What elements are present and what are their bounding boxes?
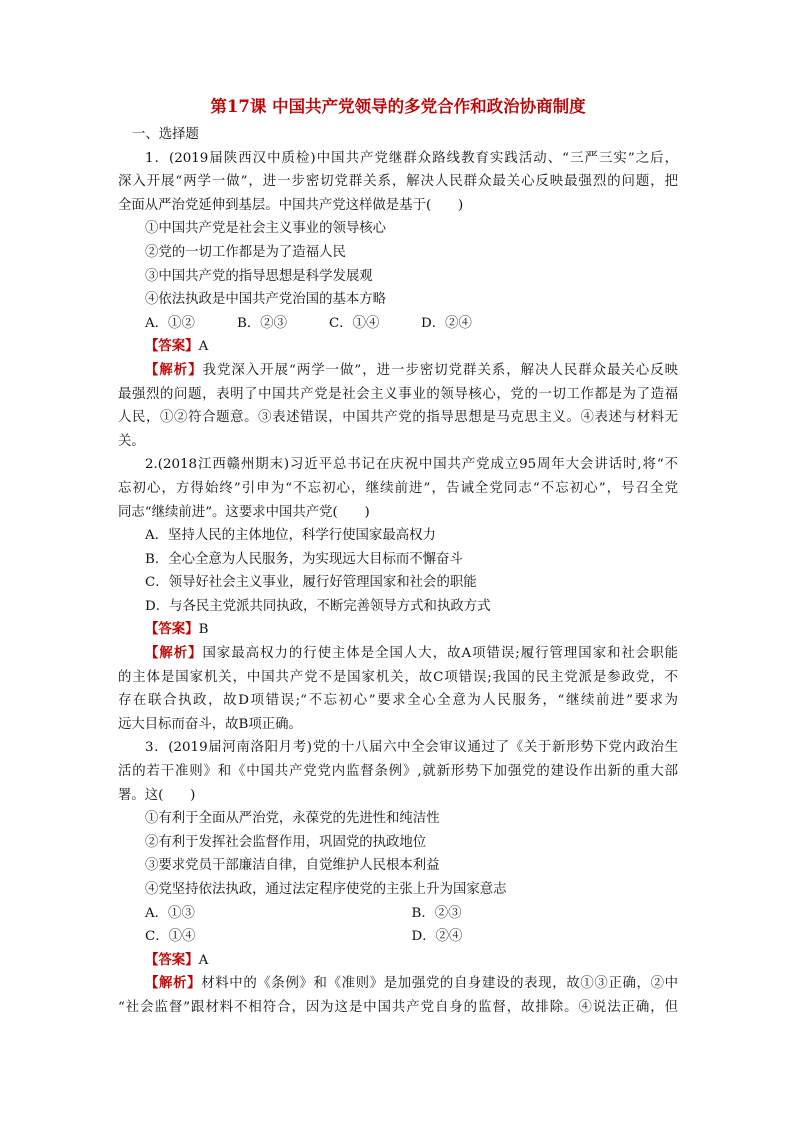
q3-stem-line: 3．(2019届河南洛阳月考)党的十八届六中全会审议通过了《关于新形势下党内政治生: [145, 740, 678, 756]
q1-answer-value: A: [198, 339, 209, 355]
q2-option-d: D．与各民主党派共同执政，不断完善领导方式和执政方式: [145, 598, 491, 614]
question-1: [118, 147, 678, 454]
q3-answer-value: A: [198, 952, 209, 968]
q1-item: ④依法执政是中国共产党治国的基本方略: [145, 292, 387, 308]
q1-stem-line: 全面从严治党延伸到基层。中国共产党这样做是基于( ): [118, 197, 464, 213]
q2-analysis-line: 的主体是国家机关，中国共产党不是国家机关，故C项错误;我国的民主党派是参政党，不: [118, 669, 678, 685]
analysis-label: 【解析】: [145, 361, 203, 378]
q2-analysis-line: [118, 642, 678, 666]
q2-answer-value: B: [198, 622, 209, 638]
q1-option-d: D．②④: [421, 315, 472, 331]
q3-option-d: D．②④: [411, 929, 463, 945]
q2-option-b: B．全心全意为人民服务，为实现远大目标而不懈奋斗: [145, 551, 463, 567]
analysis-label: 【解析】: [145, 645, 203, 662]
q3-item: ④党坚持依法执政，通过法定程序使党的主张上升为国家意志: [145, 882, 507, 897]
q3-options-row: [118, 925, 678, 949]
q1-answer: [118, 335, 678, 359]
q3-item: ③要求党员干部廉洁自律，自觉维护人民根本利益: [145, 858, 440, 874]
document-content: [118, 95, 678, 1020]
q1-analysis-line: [118, 359, 678, 383]
analysis-label: 【解析】: [145, 975, 202, 992]
q3-analysis-line: [118, 972, 678, 996]
q3-options-row: [118, 902, 678, 926]
q2-stem-line: 忘初心，方得始终”引申为“不忘初心，继续前进”，告诫全党同志“不忘初心”，号召全党: [118, 480, 678, 496]
question-2: [118, 453, 678, 736]
q2-stem-line: 2.(2018江西赣州期末)习近平总书记在庆祝中国共产党成立95周年大会讲话时,将“不: [145, 457, 678, 473]
q3-analysis-line: “社会监督”跟材料不相符合，因为这是中国共产党自身的监督，故排除。④说法正确，但: [118, 999, 678, 1015]
q3-option-c: C．①④: [145, 929, 196, 945]
q3-analysis-text: 材料中的《条例》和《准则》是加强党的自身建设的表现，故①③正确，②中: [201, 976, 678, 992]
answer-label: 【答案】: [145, 621, 199, 638]
question-3: [118, 736, 678, 1019]
q1-analysis-line: 关。: [118, 433, 145, 449]
q1-options: [118, 312, 678, 336]
q3-option-a: A．①③: [145, 905, 195, 921]
q1-analysis-line: 人民，①②符合题意。③表述错误，中国共产党的指导思想是马克思主义。④表述与材料无: [118, 410, 678, 426]
q3-item: ①有利于全面从严治党，永葆党的先进性和纯洁性: [145, 811, 440, 827]
q3-stem-line: 署。这( ): [118, 787, 196, 803]
q1-stem-line: 深入开展“两学一做”，进一步密切党群关系，解决人民群众最关心反映最强烈的问题，把: [118, 174, 678, 190]
q1-analysis-text: 我党深入开展“两学一做”，进一步密切党群关系，解决人民群众最关心反映: [202, 362, 678, 378]
q1-option-c: C．①④: [329, 315, 380, 331]
q2-option-c: C．领导好社会主义事业，履行好管理国家和社会的职能: [145, 575, 477, 591]
q1-item: ①中国共产党是社会主义事业的领导核心: [145, 221, 387, 237]
q2-stem-line: 同志“继续前进”。这要求中国共产党( ): [118, 504, 370, 520]
q3-stem-line: 活的若干准则》和《中国共产党党内监督条例》,就新形势下加强党的建设作出新的重大部: [118, 764, 678, 780]
section-heading: 一、选择题: [132, 127, 199, 142]
q1-item: ②党的一切工作都是为了造福人民: [145, 244, 346, 260]
page-title: 第17课 中国共产党领导的多党合作和政治协商制度: [210, 97, 586, 116]
q3-option-b: B．②③: [411, 905, 462, 921]
q3-item: ②有利于发挥社会监督作用，巩固党的执政地位: [145, 834, 427, 850]
q1-stem-line: 1．(2019届陕西汉中质检)中国共产党继群众路线教育实践活动、“三严三实”之后，: [145, 150, 678, 166]
q2-option-a: A．坚持人民的主体地位，科学行使国家最高权力: [145, 528, 436, 544]
q2-analysis-text: 国家最高权力的行使主体是全国人大，故A项错误;履行管理国家和社会职能: [202, 646, 678, 662]
q2-analysis-line: 远大目标而奋斗，故B项正确。: [118, 716, 302, 732]
q2-analysis-line: 存在联合执政，故D项错误;“不忘初心”要求全心全意为人民服务，“继续前进”要求为: [118, 693, 678, 709]
q1-item: ③中国共产党的指导思想是科学发展观: [145, 268, 373, 284]
q3-answer: [118, 949, 678, 973]
answer-label: 【答案】: [145, 951, 199, 968]
q1-analysis-line: 最强烈的问题，表明了中国共产党是社会主义事业的领导核心，党的一切工作都是为了造福: [118, 386, 678, 402]
q2-answer: [118, 618, 678, 642]
q1-option-a: A．①②: [145, 315, 195, 331]
answer-label: 【答案】: [145, 338, 199, 355]
q1-option-b: B．②③: [237, 315, 288, 331]
